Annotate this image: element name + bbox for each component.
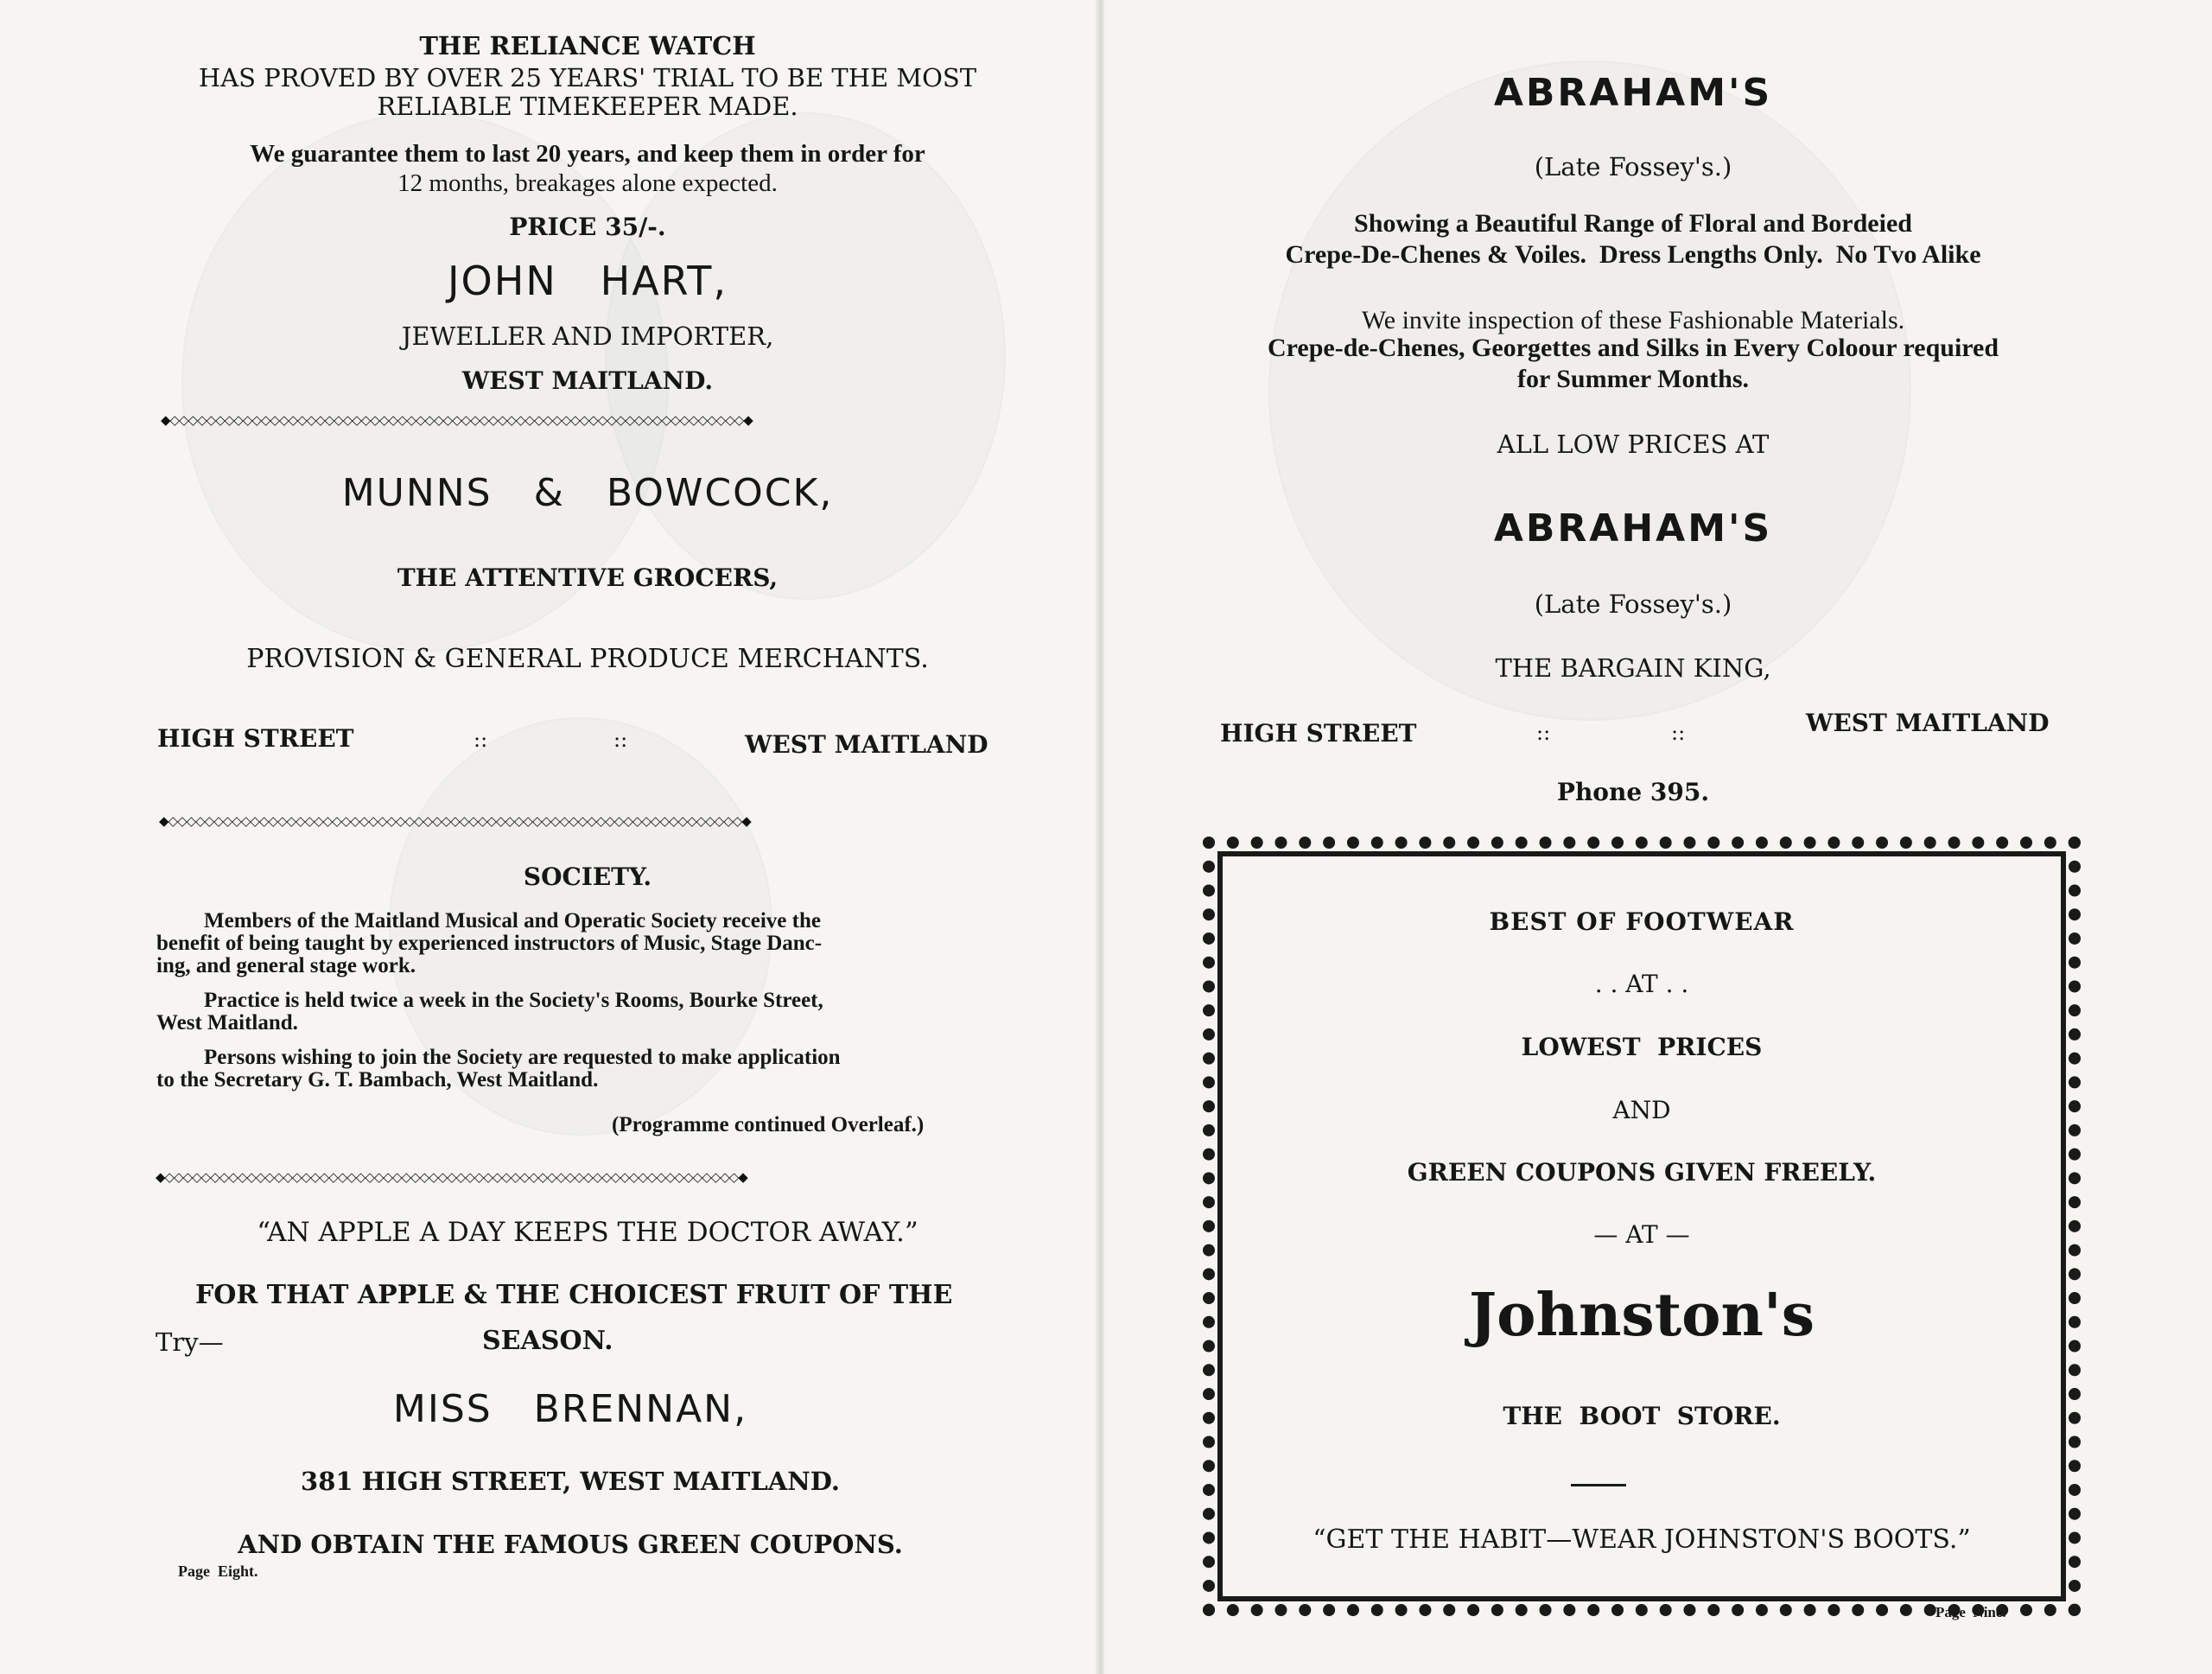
slogan: “GET THE HABIT—WEAR JOHNSTON'S BOOTS.” <box>1313 1524 1971 1555</box>
paragraph-line: Persons wishing to join the Society are requested to make application <box>204 1046 841 1069</box>
ad-line: ALL LOW PRICES AT <box>1497 430 1770 459</box>
separator: :: <box>1536 721 1551 745</box>
late-note: (Late Fossey's.) <box>1534 589 1732 619</box>
try-label: Try— <box>156 1327 224 1357</box>
ad-line: . . AT . . <box>1594 970 1689 998</box>
reliance-line: HAS PROVED BY OVER 25 YEARS' TRIAL TO BE THE MOST <box>198 63 977 92</box>
town-label: WEST MAITLAND <box>745 730 988 759</box>
ad-line: THE BARGAIN KING, <box>1495 653 1771 683</box>
phone-line: Phone 395. <box>1556 778 1710 806</box>
paragraph-line: to the Secretary G. T. Bambach, West Maitland. <box>156 1068 599 1092</box>
short-rule <box>1571 1484 1626 1486</box>
ad-line: THE BOOT STORE. <box>1503 1402 1781 1430</box>
paragraph-line: Practice is held twice a week in the Society's Rooms, Bourke Street, <box>204 989 823 1012</box>
separator: :: <box>474 728 488 752</box>
advertiser-name: JOHN HART, <box>447 258 728 304</box>
ad-line: FOR THAT APPLE & THE CHOICEST FRUIT OF THE <box>195 1280 953 1310</box>
diamond-rule: ◆◇◇◇◇◇◇◇◇◇◇◇◇◇◇◇◇◇◇◇◇◇◇◇◇◇◇◇◇◇◇◇◇◇◇◇◇◇◇◇◇◇◇◇◇◇◇◇◇◇◇◇◇◇◇◇◇◇◇◇◇◇◇◇◆ <box>161 413 753 427</box>
continued-note: (Programme continued Overleaf.) <box>612 1113 925 1136</box>
advertiser-name: MISS BRENNAN, <box>392 1387 748 1431</box>
paragraph-line: benefit of being taught by experienced instructors of Music, Stage Danc- <box>156 932 823 955</box>
trade-line: PROVISION & GENERAL PRODUCE MERCHANTS. <box>246 644 929 674</box>
price: PRICE 35/-. <box>509 213 666 241</box>
diamond-rule: ◆◇◇◇◇◇◇◇◇◇◇◇◇◇◇◇◇◇◇◇◇◇◇◇◇◇◇◇◇◇◇◇◇◇◇◇◇◇◇◇◇◇◇◇◇◇◇◇◇◇◇◇◇◇◇◇◇◇◇◇◇◇◇◇◆ <box>159 814 751 828</box>
ad-line: AND <box>1612 1096 1671 1124</box>
separator: :: <box>613 728 628 752</box>
paragraph-line: Members of the Maitland Musical and Operatic Society receive the <box>204 909 821 932</box>
paragraph-line: ing, and general stage work. <box>156 954 416 977</box>
ad-line: AND OBTAIN THE FAMOUS GREEN COUPONS. <box>238 1530 903 1559</box>
advertiser-name: MUNNS & BOWCOCK, <box>341 471 834 515</box>
street-label: HIGH STREET <box>157 724 354 753</box>
quote: “AN APPLE A DAY KEEPS THE DOCTOR AWAY.” <box>257 1217 918 1248</box>
town-label: WEST MAITLAND <box>1806 709 2050 737</box>
trade-line: JEWELLER AND IMPORTER, <box>401 321 774 351</box>
ad-line: for Summer Months. <box>1516 365 1750 393</box>
reliance-title: THE RELIANCE WATCH <box>419 31 756 60</box>
separator: :: <box>1671 721 1686 745</box>
reliance-line: RELIABLE TIMEKEEPER MADE. <box>377 92 798 121</box>
diamond-rule: ◆◇◇◇◇◇◇◇◇◇◇◇◇◇◇◇◇◇◇◇◇◇◇◇◇◇◇◇◇◇◇◇◇◇◇◇◇◇◇◇◇◇◇◇◇◇◇◇◇◇◇◇◇◇◇◇◇◇◇◇◇◇◇◇◆ <box>156 1170 747 1184</box>
section-heading: SOCIETY. <box>523 862 652 891</box>
guarantee-text: 12 months, breakages alone expected. <box>397 169 778 197</box>
ad-line: — AT — <box>1593 1220 1690 1249</box>
street-label: HIGH STREET <box>1220 719 1417 748</box>
ad-line: SEASON. <box>482 1326 613 1356</box>
address-line: 381 HIGH STREET, WEST MAITLAND. <box>301 1467 840 1496</box>
guarantee-text: We guarantee them to last 20 years, and keep them in order for <box>250 140 925 168</box>
late-note: (Late Fossey's.) <box>1534 152 1732 181</box>
paragraph-line: West Maitland. <box>156 1011 298 1034</box>
ad-line: We invite inspection of these Fashionable Materials. <box>1361 306 1905 334</box>
ad-line: GREEN COUPONS GIVEN FREELY. <box>1407 1158 1877 1187</box>
ad-line: BEST OF FOOTWEAR <box>1489 907 1795 936</box>
advertiser-name: Johnston's <box>1469 1281 1815 1350</box>
tagline: THE ATTENTIVE GROCERS, <box>397 563 779 592</box>
ad-line: Crepe-de-Chenes, Georgettes and Silks in Every Coloour required <box>1267 334 1999 362</box>
town-line: WEST MAITLAND. <box>461 366 714 395</box>
ad-line: Crepe-De-Chenes & Voiles. Dress Lengths Only. No Tvo Alike <box>1285 240 1981 269</box>
ad-line: LOWEST PRICES <box>1521 1033 1763 1061</box>
page-number: Page Nine. <box>1936 1604 2006 1620</box>
ad-line: Showing a Beautiful Range of Floral and Bordeied <box>1354 209 1912 238</box>
advertiser-name: ABRAHAM'S <box>1493 506 1773 551</box>
advertiser-name: ABRAHAM'S <box>1493 71 1773 115</box>
page-number: Page Eight. <box>178 1563 258 1580</box>
